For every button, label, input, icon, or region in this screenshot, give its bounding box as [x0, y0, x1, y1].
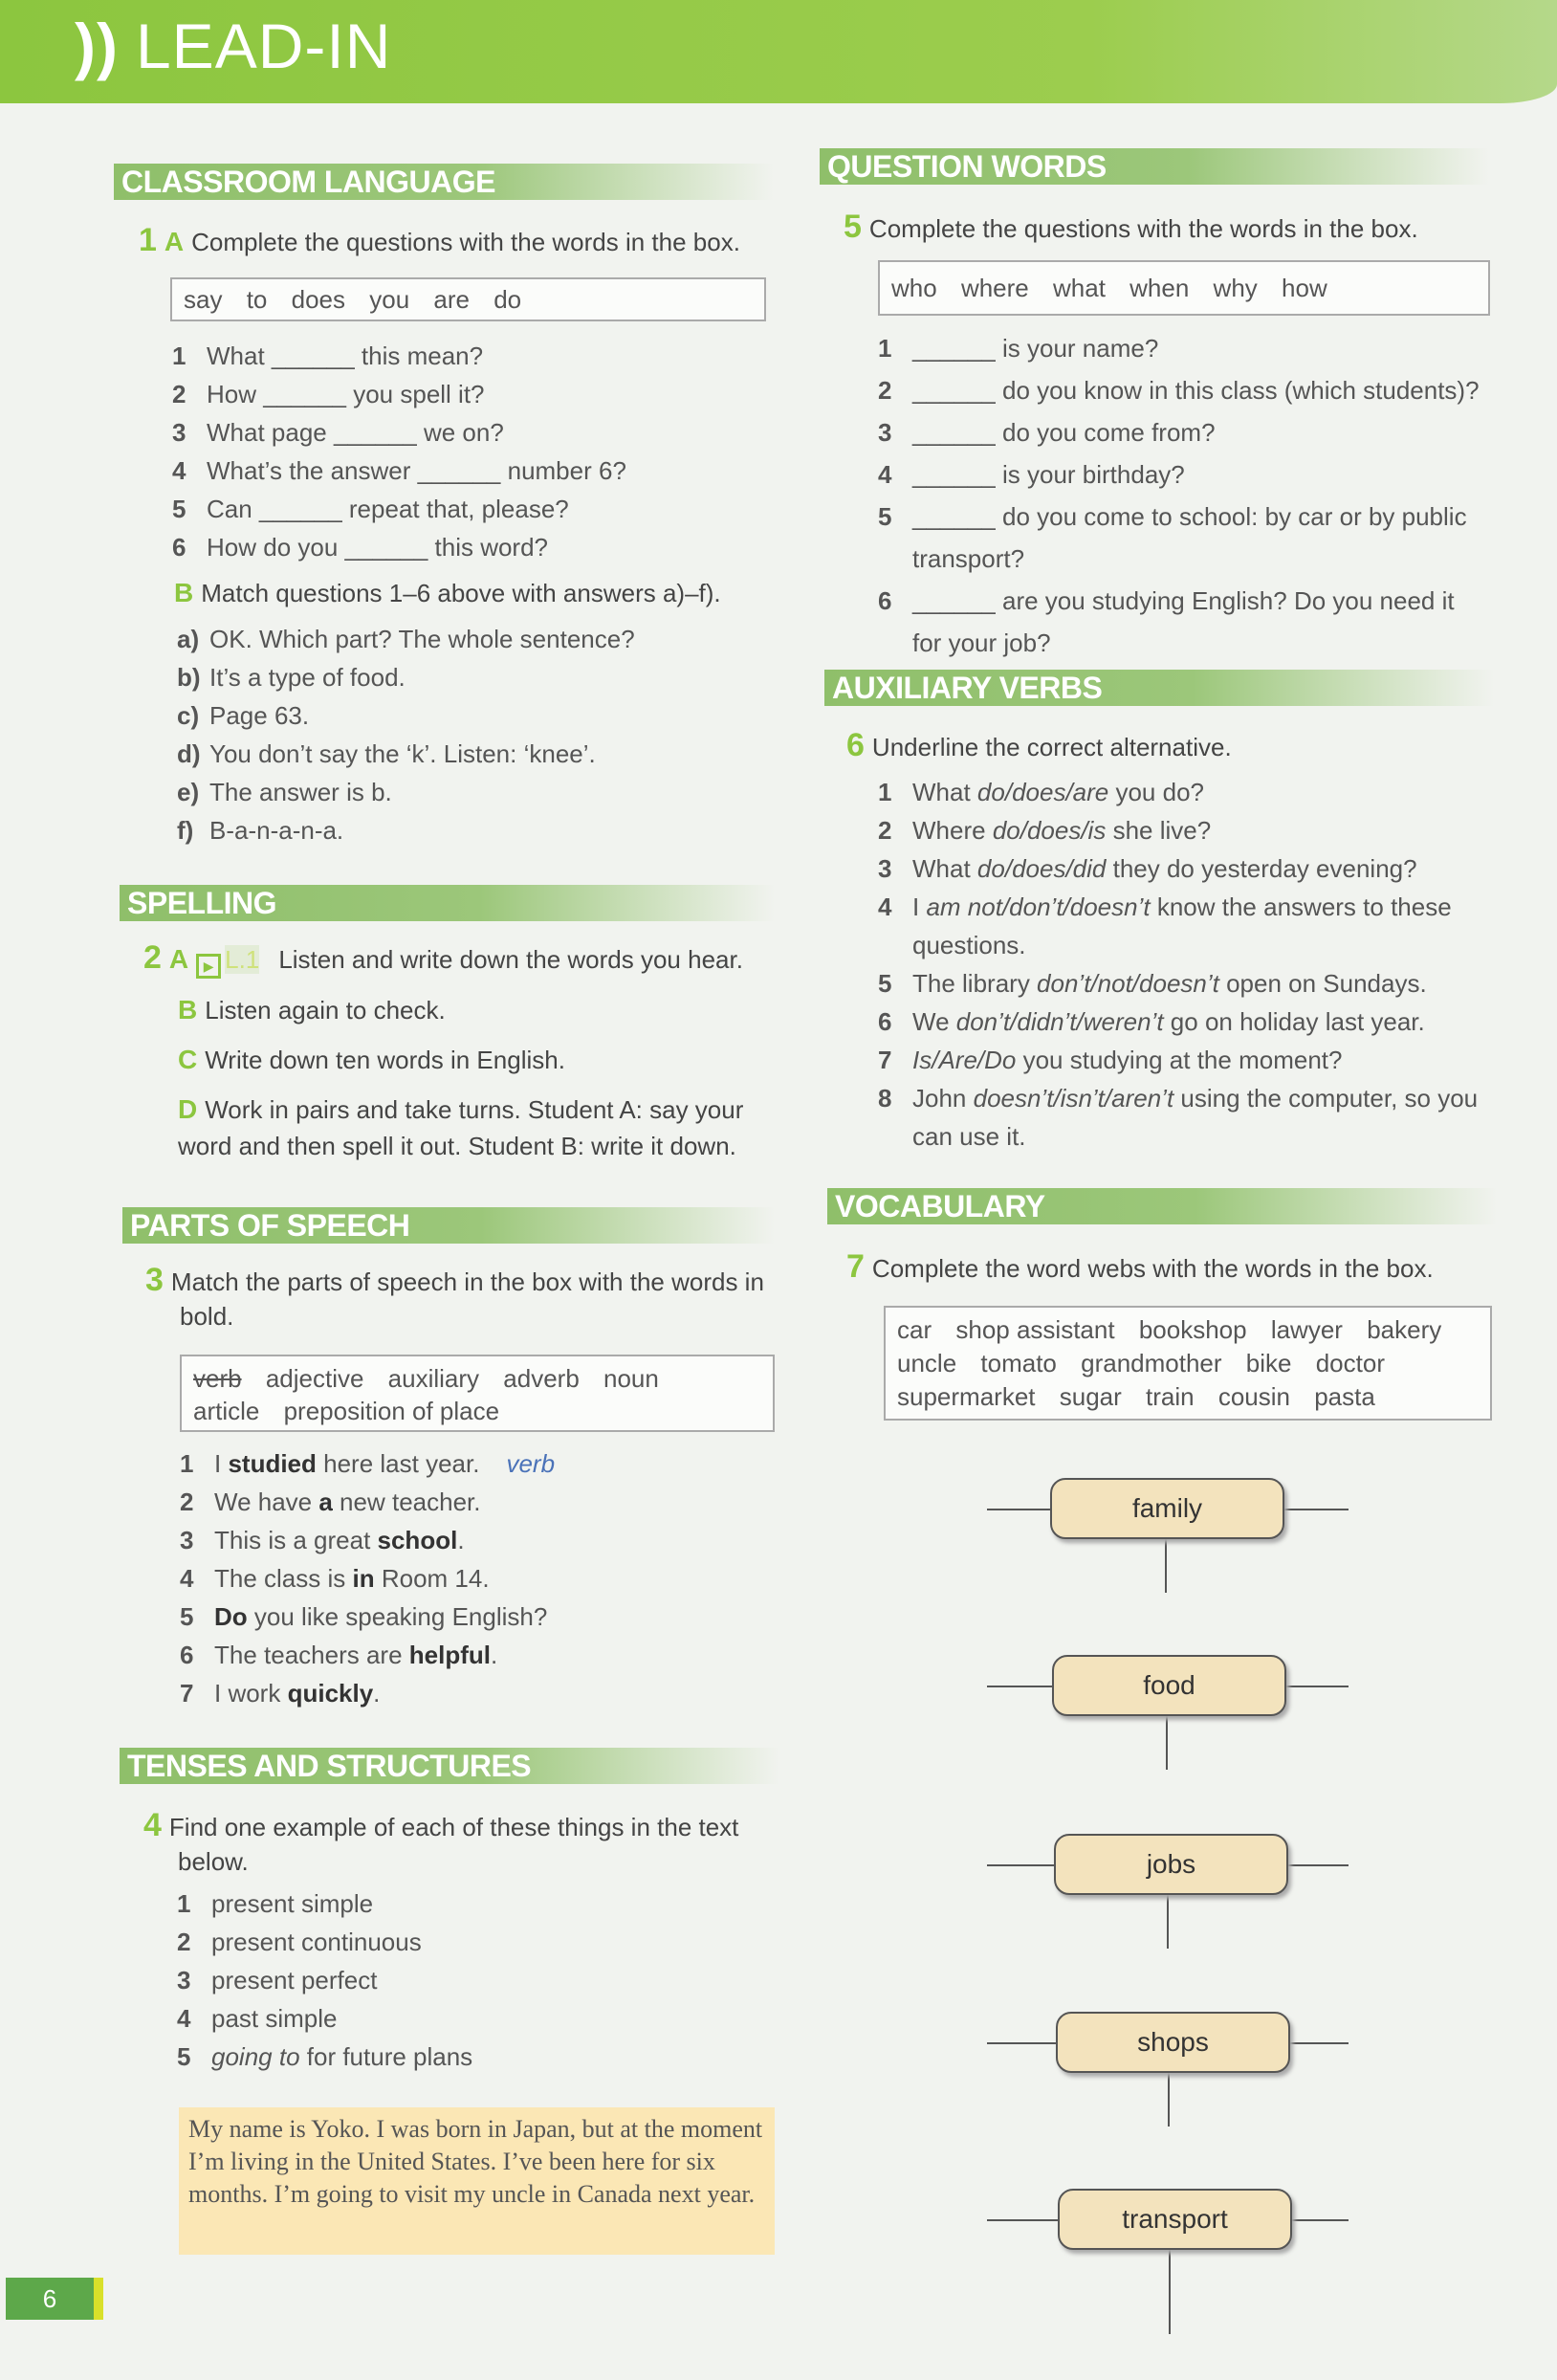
- example-answer: verb: [506, 1449, 556, 1478]
- instruction-text: Match questions 1–6 above with answers a)–f).: [201, 579, 721, 607]
- instruction-text: Underline the correct alternative.: [871, 733, 1232, 761]
- page-title: [75, 10, 391, 82]
- box-word: car: [897, 1315, 932, 1344]
- text-segment: The class is: [214, 1564, 353, 1593]
- text-segment: What: [912, 854, 977, 883]
- box-word: doctor: [1315, 1349, 1385, 1377]
- list-item: [180, 1559, 773, 1598]
- web-stem: [1166, 1716, 1168, 1770]
- text-segment: don’t/not/doesn’t: [1037, 969, 1219, 998]
- item-number: 5: [180, 1602, 194, 1631]
- list-item: [878, 327, 1490, 369]
- list-item: [177, 658, 770, 696]
- instruction-text: Complete the questions with the words in the box.: [191, 228, 740, 256]
- item-number: 3: [180, 1526, 194, 1554]
- section-classroom-language: CLASSROOM LANGUAGE: [114, 164, 774, 200]
- text-segment: OK. Which part? The whole sentence?: [209, 625, 635, 653]
- exercise-number: 5: [844, 209, 862, 245]
- text-segment: I work: [214, 1679, 288, 1708]
- instruction-text: Complete the word webs with the words in the box.: [871, 1254, 1434, 1283]
- item-number: e): [177, 778, 200, 806]
- item-number: 1: [177, 1889, 191, 1918]
- text-segment: do/does/is: [992, 816, 1107, 845]
- list-item: [177, 735, 770, 773]
- exercise-letter: C: [178, 1045, 198, 1074]
- text-segment: ______ is your birthday?: [912, 460, 1185, 489]
- text-segment: The teachers are: [214, 1641, 409, 1669]
- item-number: a): [177, 625, 200, 653]
- text-segment: What page ______ we on?: [207, 418, 504, 447]
- sound-icon: )): [75, 11, 119, 81]
- item-text: [211, 1961, 377, 1999]
- exercise-1-list: [172, 337, 765, 566]
- item-text: [912, 327, 1158, 369]
- page-number: 6: [6, 2278, 103, 2320]
- word-box-1: [170, 277, 766, 321]
- section-question-words: QUESTION WORDS: [820, 148, 1489, 185]
- text-segment: do/does/did: [976, 854, 1107, 883]
- text-segment: .: [457, 1526, 465, 1554]
- web-stem: [1168, 2073, 1170, 2127]
- text-segment: they do yesterday evening?: [1106, 854, 1417, 883]
- text-segment: We: [912, 1007, 956, 1036]
- text-segment: past simple: [211, 2004, 338, 2033]
- box-word: verb: [193, 1364, 242, 1393]
- item-text: [207, 337, 483, 375]
- exercise-letter: B: [174, 578, 194, 607]
- section-parts-of-speech: PARTS OF SPEECH: [122, 1207, 775, 1244]
- text-segment: helpful: [408, 1641, 491, 1669]
- item-number: 5: [878, 502, 892, 531]
- item-text: [207, 375, 485, 413]
- list-item: [878, 811, 1490, 849]
- box-word: why: [1213, 274, 1258, 302]
- text-segment: going to: [211, 2042, 300, 2071]
- item-number: 5: [177, 2042, 191, 2071]
- text-segment: a: [318, 1488, 333, 1516]
- list-item: [878, 1079, 1490, 1156]
- item-number: 1: [172, 342, 186, 370]
- box-word: lawyer: [1270, 1315, 1343, 1344]
- list-item: [177, 696, 770, 735]
- box-word: supermarket: [897, 1382, 1036, 1411]
- text-segment: studied: [228, 1449, 317, 1478]
- item-text: [912, 964, 1427, 1003]
- item-text: [209, 696, 309, 735]
- list-item: [172, 375, 765, 413]
- text-segment: ______ is your name?: [912, 334, 1159, 363]
- exercise-number: 1: [139, 222, 157, 258]
- text-segment: school: [377, 1526, 458, 1554]
- list-item: [177, 1999, 770, 2038]
- instruction-text: Work in pairs and take turns. Student A: say your word and then spell it out. Student B: write it down.: [178, 1095, 744, 1160]
- item-text: [912, 1079, 1490, 1156]
- list-item: [878, 964, 1490, 1003]
- item-text: [209, 658, 406, 696]
- text-segment: present continuous: [211, 1928, 422, 1956]
- item-text: [209, 773, 392, 811]
- list-item: [177, 773, 770, 811]
- exercise-number: 4: [143, 1807, 162, 1843]
- web-stem: [1165, 1539, 1167, 1593]
- box-word: tomato: [980, 1349, 1057, 1377]
- instruction-text: Listen again to check.: [205, 996, 446, 1025]
- web-stem: [1169, 2250, 1171, 2334]
- instruction-text: Find one example of each of these things in the text below.: [168, 1813, 739, 1876]
- text-segment: here last year.: [316, 1449, 480, 1478]
- box-word: to: [246, 285, 268, 314]
- item-number: 4: [180, 1564, 194, 1593]
- item-number: 3: [177, 1966, 191, 1994]
- list-item: [177, 1884, 770, 1923]
- item-number: 4: [172, 456, 186, 485]
- reading-text: My name is Yoko. I was born in Japan, but at the moment I’m living in the United States. I’ve been here for six months. I’m going to visit my uncle in Canada next year.: [179, 2107, 775, 2255]
- list-item: [180, 1483, 773, 1521]
- box-word: uncle: [897, 1349, 957, 1377]
- instruction-text: Complete the questions with the words in the box.: [868, 214, 1418, 243]
- text-segment: using the computer, so you can use it.: [912, 1084, 1479, 1151]
- item-number: 1: [878, 778, 892, 806]
- text-segment: doesn’t/isn’t/aren’t: [973, 1084, 1174, 1113]
- box-word: grandmother: [1081, 1349, 1222, 1377]
- item-text: [211, 1923, 422, 1961]
- item-number: f): [177, 816, 194, 845]
- item-text: [912, 888, 1490, 964]
- item-number: 8: [878, 1084, 892, 1113]
- item-number: 4: [878, 460, 892, 489]
- item-number: 3: [172, 418, 186, 447]
- text-segment: The library: [912, 969, 1038, 998]
- instruction-text: Listen and write down the words you hear.: [278, 945, 743, 974]
- box-word: adjective: [265, 1364, 364, 1393]
- item-number: 6: [878, 1007, 892, 1036]
- list-item: [878, 453, 1490, 496]
- list-item: [878, 888, 1490, 964]
- list-item: [172, 528, 765, 566]
- web-stem: [1167, 1895, 1169, 1949]
- box-word: when: [1129, 274, 1190, 302]
- list-item: [878, 849, 1490, 888]
- list-item: [180, 1598, 773, 1636]
- list-item: [878, 496, 1490, 580]
- exercise-4-instruction: [143, 1808, 756, 1879]
- item-text: [912, 369, 1480, 411]
- item-text: [912, 773, 1204, 811]
- text-segment: am not/don’t/doesn’t: [926, 892, 1151, 921]
- instruction-text: Write down ten words in English.: [205, 1046, 565, 1074]
- item-text: [209, 620, 635, 658]
- text-segment: You don’t say the ‘k’. Listen: ‘knee’.: [209, 739, 596, 768]
- item-text: [214, 1674, 380, 1712]
- item-number: 5: [878, 969, 892, 998]
- text-segment: I: [214, 1449, 229, 1478]
- exercise-letter: A: [164, 227, 185, 256]
- box-word: cousin: [1217, 1382, 1290, 1411]
- text-segment: B-a-n-a-n-a.: [209, 816, 344, 845]
- box-word: pasta: [1314, 1382, 1375, 1411]
- box-word: train: [1146, 1382, 1195, 1411]
- text-segment: What ______ this mean?: [207, 342, 484, 370]
- text-segment: ______ do you know in this class (which students)?: [912, 376, 1480, 405]
- box-word: you: [369, 285, 410, 314]
- list-item: [177, 1961, 770, 1999]
- list-item: [177, 2038, 770, 2076]
- text-segment: John: [912, 1084, 974, 1113]
- text-segment: present perfect: [211, 1966, 378, 1994]
- item-number: 2: [878, 816, 892, 845]
- list-item: [172, 452, 765, 490]
- box-word: bakery: [1367, 1315, 1442, 1344]
- text-segment: you like speaking English?: [247, 1602, 548, 1631]
- item-number: 2: [177, 1928, 191, 1956]
- section-tenses-and-structures: TENSES AND STRUCTURES: [120, 1748, 779, 1784]
- list-item: [878, 580, 1490, 664]
- text-segment: This is a great: [214, 1526, 378, 1554]
- item-number: 4: [177, 2004, 191, 2033]
- box-word: how: [1282, 274, 1327, 302]
- exercise-letter: D: [178, 1094, 198, 1124]
- section-spelling: SPELLING: [120, 885, 775, 921]
- item-number: b): [177, 663, 201, 692]
- web-shops: shops: [1056, 2012, 1290, 2073]
- item-text: [209, 735, 596, 773]
- item-number: c): [177, 701, 200, 730]
- box-word: shop assistant: [955, 1315, 1115, 1344]
- item-text: [912, 411, 1216, 453]
- exercise-7-instruction: [846, 1248, 1434, 1286]
- item-number: 7: [180, 1679, 194, 1708]
- item-text: [211, 1999, 338, 2038]
- text-segment: she live?: [1106, 816, 1212, 845]
- text-segment: Page 63.: [209, 701, 310, 730]
- text-segment: The answer is b.: [209, 778, 392, 806]
- exercise-letter: A: [168, 944, 189, 974]
- text-segment: Where: [912, 816, 993, 845]
- item-text: [912, 453, 1185, 496]
- text-segment: new teacher.: [332, 1488, 481, 1516]
- box-word: who: [891, 274, 937, 302]
- list-item: [177, 811, 770, 849]
- box-word: bookshop: [1138, 1315, 1247, 1344]
- item-text: [214, 1521, 465, 1559]
- text-segment: ______ do you come to school: by car or by public transport?: [912, 502, 1467, 573]
- list-item: [180, 1636, 773, 1674]
- item-number: 1: [878, 334, 892, 363]
- item-text: [214, 1483, 480, 1521]
- item-text: [207, 452, 626, 490]
- exercise-number: 7: [846, 1248, 865, 1285]
- text-segment: Do: [214, 1602, 248, 1631]
- box-word: sugar: [1059, 1382, 1122, 1411]
- text-segment: ______ are you studying English? Do you need it for your job?: [912, 586, 1455, 657]
- text-segment: How ______ you spell it?: [207, 380, 485, 408]
- exercise-2-instructions: [143, 939, 775, 1164]
- item-number: 4: [878, 892, 892, 921]
- box-word: do: [493, 285, 522, 314]
- item-number: 6: [172, 533, 186, 562]
- list-item: [172, 413, 765, 452]
- list-item: [177, 1923, 770, 1961]
- item-text: [207, 528, 548, 566]
- item-text: [214, 1444, 555, 1483]
- text-segment: What: [912, 778, 977, 806]
- text-segment: How do you ______ this word?: [207, 533, 549, 562]
- text-segment: We have: [214, 1488, 319, 1516]
- text-segment: you do?: [1108, 778, 1204, 806]
- section-auxiliary-verbs: AUXILIARY VERBS: [824, 670, 1494, 706]
- item-text: [207, 413, 504, 452]
- list-item: [177, 620, 770, 658]
- text-segment: Can ______ repeat that, please?: [207, 495, 569, 523]
- item-number: 7: [878, 1046, 892, 1074]
- box-word: preposition of place: [283, 1397, 500, 1425]
- text-segment: you studying at the moment?: [1016, 1046, 1343, 1074]
- exercise-4-list: [177, 1884, 770, 2076]
- item-number: 2: [180, 1488, 194, 1516]
- item-number: 2: [172, 380, 186, 408]
- item-number: d): [177, 739, 201, 768]
- list-item: [878, 1041, 1490, 1079]
- text-segment: present simple: [211, 1889, 374, 1918]
- text-segment: I: [912, 892, 927, 921]
- list-item: [878, 369, 1490, 411]
- box-word: bike: [1245, 1349, 1292, 1377]
- list-item: [878, 1003, 1490, 1041]
- exercise-letter: B: [178, 995, 198, 1025]
- text-segment: quickly: [287, 1679, 374, 1708]
- box-word: where: [960, 274, 1029, 302]
- box-word: article: [193, 1397, 260, 1425]
- list-item: [878, 773, 1490, 811]
- web-food: food: [1052, 1655, 1286, 1716]
- word-box-3: [180, 1355, 775, 1432]
- box-word: adverb: [503, 1364, 580, 1393]
- exercise-5-list: [878, 327, 1490, 664]
- exercise-5-instruction: [844, 209, 1418, 246]
- word-box-7: [884, 1306, 1492, 1421]
- list-item: [180, 1444, 773, 1483]
- web-transport: transport: [1058, 2189, 1292, 2250]
- text-segment: .: [491, 1641, 498, 1669]
- item-number: 1: [180, 1449, 194, 1478]
- exercise-6-list: [878, 773, 1490, 1156]
- list-item: [180, 1674, 773, 1712]
- exercise-number: 3: [145, 1262, 164, 1298]
- item-text: [912, 1041, 1342, 1079]
- item-number: 6: [878, 586, 892, 615]
- item-number: 2: [878, 376, 892, 405]
- text-segment: open on Sundays.: [1218, 969, 1427, 998]
- text-segment: Is/Are/Do: [912, 1046, 1017, 1074]
- exercise-1b-instruction: [174, 578, 721, 608]
- web-jobs: jobs: [1054, 1834, 1288, 1895]
- item-text: [912, 1003, 1425, 1041]
- answers-list: [177, 620, 770, 849]
- text-segment: for future plans: [299, 2042, 473, 2071]
- item-text: [214, 1636, 497, 1674]
- play-icon[interactable]: ▶: [196, 954, 221, 979]
- text-segment: don’t/didn’t/weren’t: [955, 1007, 1164, 1036]
- box-word: does: [291, 285, 346, 314]
- text-segment: ______ do you come from?: [912, 418, 1216, 447]
- exercise-number: 2: [143, 939, 162, 976]
- instruction-text: Match the parts of speech in the box with the words in bold.: [170, 1267, 764, 1331]
- box-word: are: [433, 285, 470, 314]
- item-text: [912, 580, 1490, 664]
- box-word: what: [1053, 274, 1106, 302]
- item-text: [214, 1559, 490, 1598]
- text-segment: It’s a type of food.: [209, 663, 406, 692]
- exercise-6-instruction: [846, 727, 1232, 764]
- item-number: 3: [878, 854, 892, 883]
- item-number: 6: [180, 1641, 194, 1669]
- exercise-3-list: [180, 1444, 773, 1712]
- track-label: L.1: [225, 945, 260, 974]
- word-box-5: [878, 260, 1490, 316]
- item-text: [912, 811, 1211, 849]
- web-family: family: [1050, 1478, 1284, 1539]
- text-segment: .: [373, 1679, 381, 1708]
- item-text: [211, 1884, 373, 1923]
- text-segment: know the answers to these questions.: [912, 892, 1452, 959]
- exercise-1a-instruction: [139, 222, 740, 259]
- item-text: [211, 2038, 472, 2076]
- list-item: [172, 337, 765, 375]
- item-text: [912, 496, 1490, 580]
- item-text: [209, 811, 343, 849]
- title-text: LEAD-IN: [135, 11, 392, 81]
- item-text: [207, 490, 569, 528]
- exercise-number: 6: [846, 727, 865, 763]
- section-vocabulary: VOCABULARY: [827, 1188, 1497, 1224]
- text-segment: go on holiday last year.: [1163, 1007, 1425, 1036]
- list-item: [878, 411, 1490, 453]
- text-segment: in: [352, 1564, 375, 1593]
- item-number: 5: [172, 495, 186, 523]
- item-number: 3: [878, 418, 892, 447]
- box-word: auxiliary: [387, 1364, 480, 1393]
- box-word: say: [184, 285, 223, 314]
- text-segment: do/does/are: [976, 778, 1109, 806]
- exercise-3-instruction: [145, 1263, 777, 1333]
- item-text: [214, 1598, 547, 1636]
- box-word: noun: [603, 1364, 659, 1393]
- text-segment: What’s the answer ______ number 6?: [207, 456, 626, 485]
- text-segment: Room 14.: [374, 1564, 490, 1593]
- list-item: [172, 490, 765, 528]
- item-text: [912, 849, 1417, 888]
- list-item: [180, 1521, 773, 1559]
